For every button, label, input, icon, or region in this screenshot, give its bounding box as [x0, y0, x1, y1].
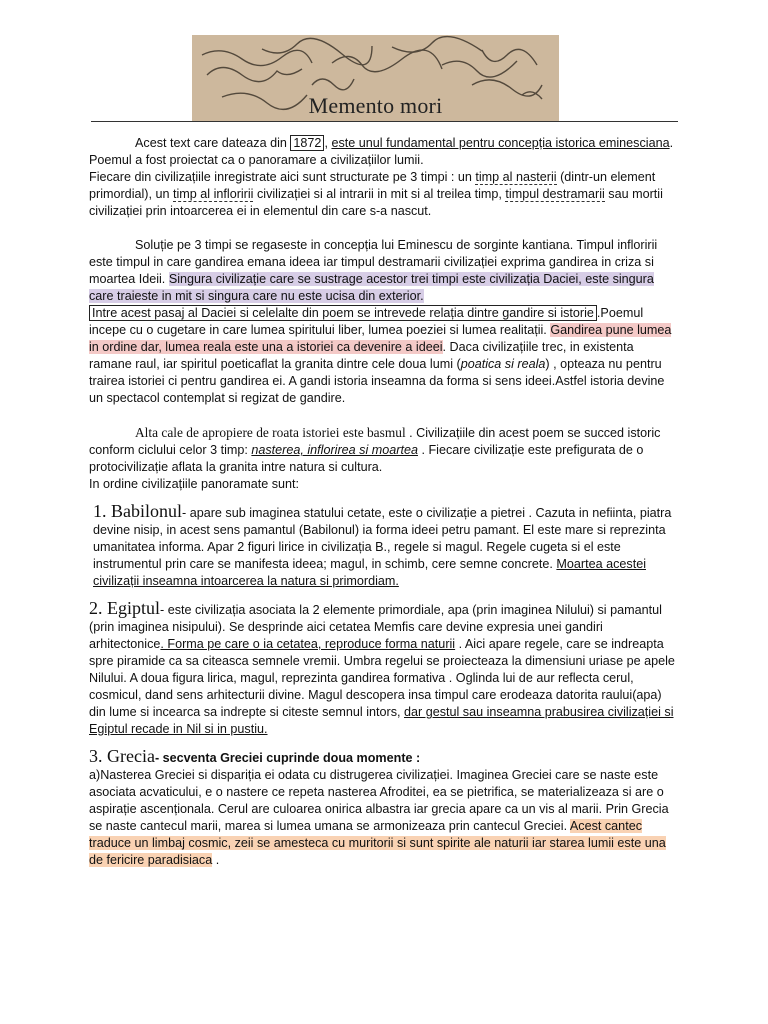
section-grecia: 3. Grecia- secventa Greciei cuprinde doua momente :: [89, 746, 421, 766]
babilon-heading: 1. Babilonul: [93, 501, 182, 521]
intro-line-2: Poemul a fost proiectat ca o panoramare a civilizațiilor lumii.: [89, 153, 424, 167]
year-box: 1872: [290, 135, 324, 151]
kant-paragraph: Soluție pe 3 timpi se regaseste in concepția lui Eminescu de sorginte kantiana. Timpul infloririi este timpul in care gandirea emana ideea iar timpul destramarii civilizației exprima gandirea in criza si moartea Ideii. Singura civilizație care se sustrage acestor trei timpi este civilizația Daciei, este singura care traieste in mit si singura care nu este ucisa din exterior.: [89, 238, 658, 303]
page-title: Memento mori: [308, 93, 443, 118]
relation-box: Intre acest pasaj al Daciei si celelalte din poem se intrevede relația dintre gandire si istorie: [89, 305, 597, 321]
section-babilon: 1. Babilonul- apare sub imaginea statului cetate, este o civilizație a pietrei . Cazuta in nefiinta, piatra devine nisip, in acest sens pamantul (Babilonul) ia forma ideei petru pamant. El este mare si reprezinta umanitatea informa. Apar 2 figuri lirice in civilizația B., regele si magul. Regele cugeta si el este instrumentul prin care se manifesta ideea; magul, in schimb, cere semne concrete. Moartea acestei civilizații inseamna intoarcerea la natura si primordiam.: [93, 501, 672, 588]
intro-paragraph: Acest text care dateaza din 1872 , este unul fundamental pentru concepția istorica eminesciana.: [135, 136, 674, 150]
egipt-heading: 2. Egiptul: [89, 598, 160, 618]
tale-paragraph: Alta cale de apropiere de roata istoriei este basmul . Civilizațiile din acest poem se succed istoric conform ciclului celor 3 timp: nasterea, inflorirea si moartea . Fiecare civilizație este prefigurata de o protocivilizație aflata la granita intre natura si cultura.: [89, 425, 661, 474]
grecia-heading: 3. Grecia: [89, 746, 155, 766]
document-body: [89, 135, 679, 869]
grecia-highlight: Acest cantec traduce un limbaj cosmic, zeii se amesteca cu muritorii si sunt spirite ale naturii iar starea lumii este una de fericire paradisiaca: [89, 819, 666, 867]
title-rule: [91, 121, 678, 122]
order-line: In ordine civilizațiile panoramate sunt:: [89, 477, 300, 491]
three-times-paragraph: Fiecare din civilizațiile inregistrate aici sunt structurate pe 3 timpi : un timp al nasterii (dintr-un element primordial), un timp al infloririi civilizației si al intrarii in mit si al treilea timp, timpul destramarii sau mortii civilizației prin intoarcerea ei in elementul din care s-a nascut.: [89, 170, 663, 218]
grecia-paragraph: a)Nasterea Greciei si dispariția ei odata cu distrugerea civilizației. Imaginea Greciei care se naste este asociata acvaticului, e o nastere ce repeta nasterea Afroditei, ea se pietrifica, se materializeaza si are o aspirație ascenționala. Cerul are culoarea onirica albastra iar grecia apare ca un vis al marii. Prin Grecia se naste cantecul marii, marea si lumea umana se armonizeaza prin cantecul Greciei. Acest cantec traduce un limbaj cosmic, zeii se amesteca cu muritorii si sunt spirite ale naturii iar starea lumii este una de fericire paradisiaca .: [89, 768, 669, 867]
thought-paragraph: Intre acest pasaj al Daciei si celelalte din poem se intrevede relația dintre gandire si istorie .Poemul incepe cu o cugetare in care lumea spiritului liber, lumea poeziei si lumea realitații. Gandirea pune lumea in ordine dar, lumea reala este una a istoriei ca devenire a ideei. Daca civilizațiile trec, in existenta ramane raul, iar spiritul poeticaflat la granita dintre cele doua lumi (poatica si reala) , opteaza nu pentru trairea istoriei ci pentru gandirea ei. A gandi istoria inseamna da forma si sens ideei.Astfel istoria devine un spectacol contemplat si regizat de gandire.: [89, 306, 672, 405]
section-egipt: 2. Egiptul- este civilizația asociata la 2 elemente primordiale, apa (prin imaginea Nilului) si pamantul (prin imaginea nisipului). Se desprinde aici cetatea Memfis care devine expresia unei gandiri arhitectonice. Forma pe care o ia cetatea, reproduce forma naturii . Aici apare regele, care se indreapta spre piramide ca sa citeasca semnele vremii. Umbra regelui se proiecteaza la dimensiuni uriase pe apele Nilului. A doua figura lirica, magul, reprezinta gandirea formativa . Oglinda lui de aur reflecta cerul, cosmicul, dand sens arhitecturii divine. Magul descopera insa timpul care erodeaza datorita raului(apa) din lume si incearca sa indrepte si citeste semnul intors, dar gestul sau inseamna prabusirea civilizației si Egiptul recade in Nil si in pustiu.: [89, 598, 675, 736]
thought-highlight: Gandirea pune lumea in ordine dar, lumea reala este una a istoriei ca devenire a ideei: [89, 323, 672, 354]
title-banner: [192, 35, 559, 121]
dacia-highlight: Singura civilizație care se sustrage acestor trei timpi este civilizația Daciei, este singura care traieste in mit si singura care nu este ucisa din exterior.: [89, 272, 654, 303]
